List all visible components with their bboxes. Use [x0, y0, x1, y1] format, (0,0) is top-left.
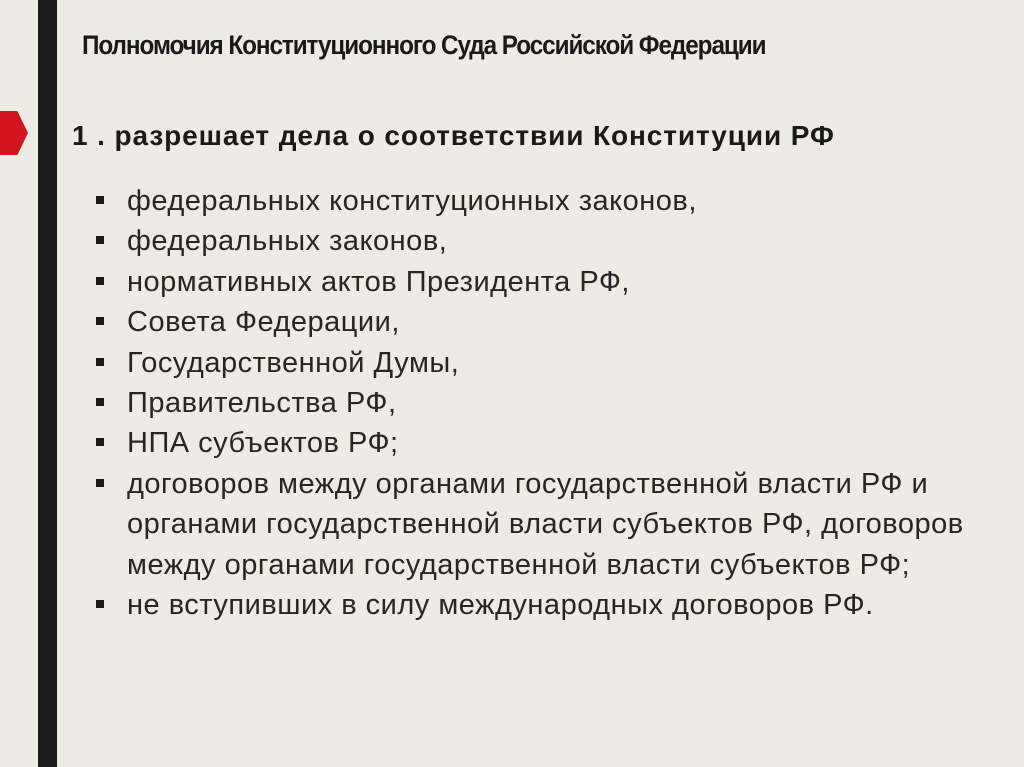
list-item	[94, 181, 984, 221]
list-item-text: не вступивших в силу международных договоров РФ.	[127, 589, 874, 622]
square-bullet-icon	[96, 600, 104, 608]
list-item-text: нормативных актов Президента РФ,	[127, 265, 630, 298]
slide-title: Полномочия Конституционного Суда Российской Федерации	[82, 30, 766, 60]
square-bullet-icon	[96, 398, 104, 406]
square-bullet-icon	[96, 479, 104, 487]
square-bullet-icon	[96, 196, 104, 204]
square-bullet-icon	[96, 317, 104, 325]
list-item-text: федеральных конституционных законов,	[127, 185, 697, 217]
list-item-text: Государственной Думы,	[127, 346, 460, 379]
list-item	[94, 302, 984, 342]
left-vertical-bar	[38, 0, 57, 767]
list-item	[94, 343, 984, 383]
list-item	[94, 464, 984, 585]
list-item-text: федеральных законов,	[127, 225, 448, 258]
list-item	[94, 221, 984, 261]
list-item-text: договоров между органами государственной власти РФ и органами государственной власти субъектов РФ, договоров между органами государственной власти субъектов РФ;	[127, 467, 964, 581]
square-bullet-icon	[96, 277, 104, 285]
list-item	[94, 262, 984, 302]
list-item	[94, 423, 984, 463]
list-item-text: НПА субъектов РФ;	[127, 427, 399, 460]
list-item-text: Правительства РФ,	[127, 387, 397, 420]
list-item-text: Совета Федерации,	[127, 306, 400, 339]
bullet-list	[94, 181, 984, 625]
square-bullet-icon	[96, 236, 104, 244]
square-bullet-icon	[96, 438, 104, 446]
list-item	[94, 383, 984, 423]
list-item	[94, 585, 984, 625]
square-bullet-icon	[96, 358, 104, 366]
red-arrow-marker	[0, 111, 28, 155]
section-heading: 1 . разрешает дела о соответствии Конституции РФ	[72, 120, 835, 151]
